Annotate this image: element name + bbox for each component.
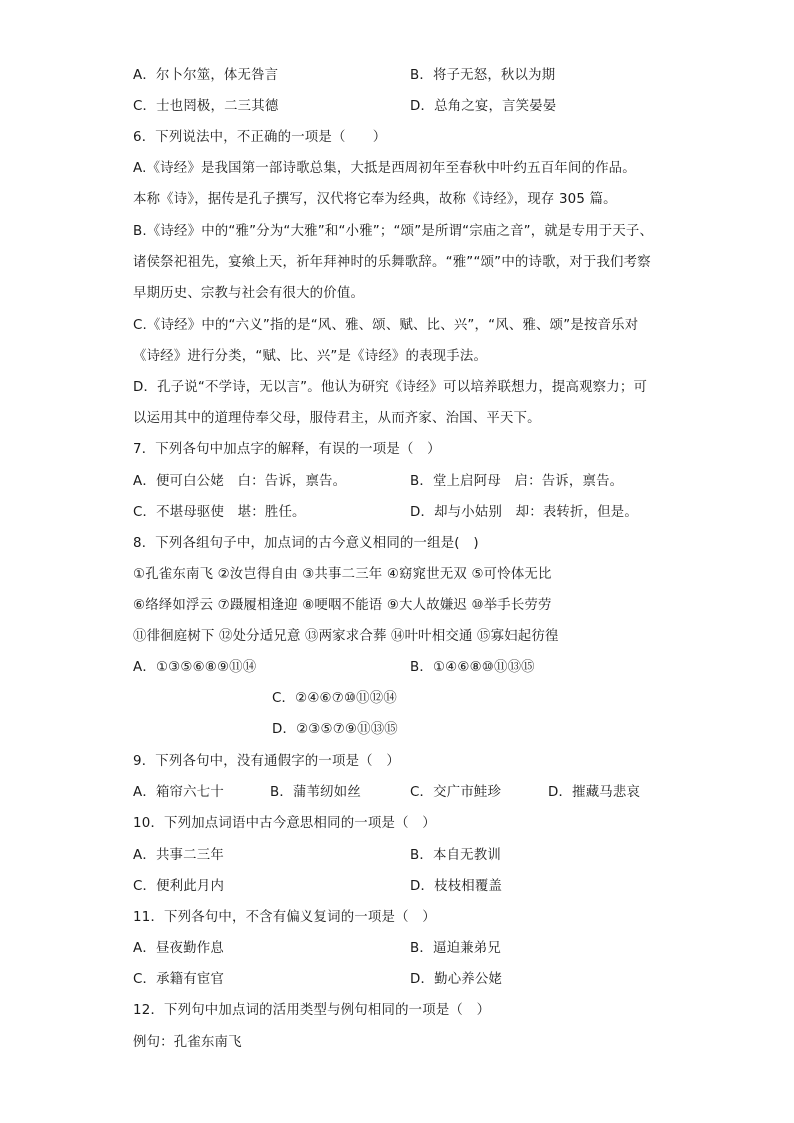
q9-stem: 9．下列各句中，没有通假字的一项是（ ）: [133, 754, 400, 769]
q9-option-a: A．箱帘六七十: [133, 785, 224, 800]
q11-option-a: A．昼夜勤作息: [133, 941, 224, 956]
q7-option-d: D．却与小姑别 却：表转折，但是。: [410, 505, 638, 520]
q6-stem: 6．下列说法中，不正确的一项是（ ）: [133, 130, 387, 145]
q6-option-c-line2: 《诗经》进行分类，“赋、比、兴”是《诗经》的表现手法。: [133, 349, 488, 364]
q10-option-a: A．共事二三年: [133, 848, 224, 863]
q7-stem: 7．下列各句中加点字的解释，有误的一项是（ ）: [133, 442, 441, 457]
q9-option-b: B．蒲苇纫如丝: [270, 785, 361, 800]
q8-phrases-row1: ①孔雀东南飞 ②汝岂得自由 ③共事二三年 ④窈窕世无双 ⑤可怜体无比: [133, 567, 552, 582]
q5-option-b: B．将子无怒，秋以为期: [410, 68, 556, 83]
q11-stem: 11．下列各句中，不含有偏义复词的一项是（ ）: [133, 910, 436, 925]
q6-option-a-line1: A.《诗经》是我国第一部诗歌总集，大抵是西周初年至春秋中叶约五百年间的作品。: [133, 161, 636, 176]
q8-option-d: D．②③⑤⑦⑨⑪⑬⑮: [272, 722, 398, 737]
q11-option-b: B．逼迫兼弟兄: [410, 941, 501, 956]
q7-option-b: B．堂上启阿母 启：告诉，禀告。: [410, 474, 624, 489]
q7-option-a: A．便可白公姥 白：告诉，禀告。: [133, 474, 347, 489]
q11-option-d: D．勤心养公姥: [410, 972, 503, 987]
q12-stem: 12．下列句中加点词的活用类型与例句相同的一项是（ ）: [133, 1003, 491, 1018]
q8-option-b: B．①④⑥⑧⑩⑪⑬⑮: [410, 660, 535, 675]
q5-option-d: D．总角之宴，言笑晏晏: [410, 99, 557, 114]
q10-option-b: B．本自无教训: [410, 848, 501, 863]
q10-stem: 10．下列加点词语中古今意思相同的一项是（ ）: [133, 816, 436, 831]
q9-option-c: C．交广市鲑珍: [410, 785, 502, 800]
q5-option-a: A．尔卜尔筮，体无咎言: [133, 68, 279, 83]
q6-option-a-line2: 本称《诗》，据传是孔子撰写，汉代将它奉为经典，故称《诗经》，现存 305 篇。: [133, 192, 617, 207]
q12-example: 例句：孔雀东南飞: [133, 1035, 242, 1050]
q8-option-c: C．②④⑥⑦⑩⑪⑫⑭: [272, 691, 397, 706]
q8-phrases-row3: ⑪徘徊庭树下 ⑫处分适兄意 ⑬两家求合葬 ⑭叶叶相交通 ⑮寡妇起彷徨: [133, 629, 559, 644]
q7-option-c: C．不堪母驱使 堪：胜任。: [133, 505, 306, 520]
q8-phrases-row2: ⑥络绎如浮云 ⑦蹑履相逢迎 ⑧哽咽不能语 ⑨大人故嫌迟 ⑩举手长劳劳: [133, 598, 552, 613]
q6-option-d-line1: D．孔子说“不学诗，无以言”。他认为研究《诗经》可以培养联想力，提高观察力；可: [133, 380, 648, 395]
q10-option-c: C．便利此月内: [133, 879, 225, 894]
q6-option-b-line2: 诸侯祭祀祖先，宴飨上天，祈年拜神时的乐舞歌辞。“雅”“颂”中的诗歌，对于我们考察: [133, 255, 651, 270]
q6-option-b-line3: 早期历史、宗教与社会有很大的价值。: [133, 286, 365, 301]
q9-option-d: D．摧藏马悲哀: [548, 785, 641, 800]
q6-option-c-line1: C.《诗经》中的“六义”指的是“风、雅、颂、赋、比、兴”，“风、雅、颂”是按音乐对: [133, 318, 639, 333]
q10-option-d: D．枝枝相覆盖: [410, 879, 503, 894]
q5-option-c: C．士也罔极，二三其德: [133, 99, 279, 114]
q11-option-c: C．承籍有宦官: [133, 972, 225, 987]
q6-option-d-line2: 以运用其中的道理侍奉父母，服侍君主，从而齐家、治国、平天下。: [133, 411, 541, 426]
q8-option-a: A．①③⑤⑥⑧⑨⑪⑭: [133, 660, 257, 675]
q6-option-b-line1: B.《诗经》中的“雅”分为“大雅”和“小雅”；“颂”是所谓“宗庙之音”，就是专用于天子、: [133, 224, 654, 239]
q8-stem: 8．下列各组句子中，加点词的古今意义相同的一组是( ): [133, 536, 479, 551]
